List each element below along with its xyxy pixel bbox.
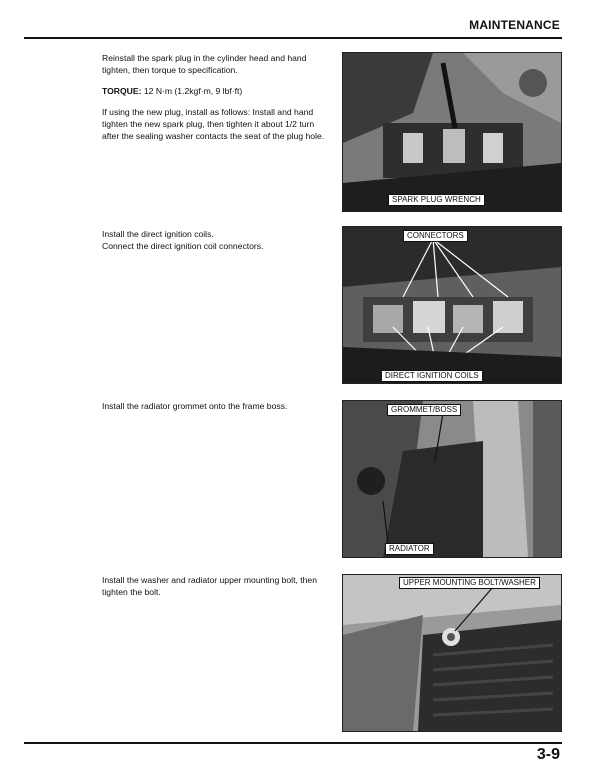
step-1-text — [102, 52, 332, 142]
torque-spec — [102, 85, 332, 97]
step-2-paragraph-1: Install the direct ignition coils. — [102, 229, 214, 239]
photo-spark-plug — [342, 52, 562, 212]
torque-value: 12 N·m (1.2kgf·m, 9 lbf·ft) — [143, 86, 243, 96]
step-2-text — [102, 228, 332, 252]
photo-upper-mounting-bolt-image — [343, 575, 561, 731]
page-number: 3-9 — [536, 746, 560, 763]
photo-upper-mounting-bolt — [342, 574, 562, 732]
label-radiator: RADIATOR — [385, 543, 434, 555]
photo-radiator-grommet — [342, 400, 562, 558]
step-1-paragraph-1: Reinstall the spark plug in the cylinder head and hand tighten, then torque to specification. — [102, 53, 307, 75]
step-2-paragraph-2: Connect the direct ignition coil connectors. — [102, 241, 264, 251]
header-rule — [24, 37, 562, 39]
photo-ignition-coils-image — [343, 227, 561, 383]
label-grommet-boss: GROMMET/BOSS — [387, 404, 461, 416]
photo-spark-plug-image — [343, 53, 561, 211]
label-direct-ignition-coils: DIRECT IGNITION COILS — [381, 370, 483, 382]
photo-ignition-coils — [342, 226, 562, 384]
label-spark-plug-wrench: SPARK PLUG WRENCH — [388, 194, 485, 206]
photo-radiator-grommet-image — [343, 401, 561, 557]
label-upper-mounting-bolt-washer: UPPER MOUNTING BOLT/WASHER — [399, 577, 540, 589]
step-3-paragraph-1: Install the radiator grommet onto the frame boss. — [102, 401, 288, 411]
step-4-paragraph-1: Install the washer and radiator upper mounting bolt, then tighten the bolt. — [102, 575, 317, 597]
label-connectors: CONNECTORS — [403, 230, 468, 242]
step-1-paragraph-2: If using the new plug, install as follows: Install and hand tighten the new spark plug, then tighten it about 1/2 turn after the sealing washer contacts the seat of the plug hole. — [102, 107, 325, 141]
footer-rule — [24, 742, 562, 744]
section-title: MAINTENANCE — [469, 18, 560, 32]
torque-label: TORQUE: — [102, 86, 142, 96]
step-3-text — [102, 400, 332, 412]
step-4-text — [102, 574, 332, 598]
